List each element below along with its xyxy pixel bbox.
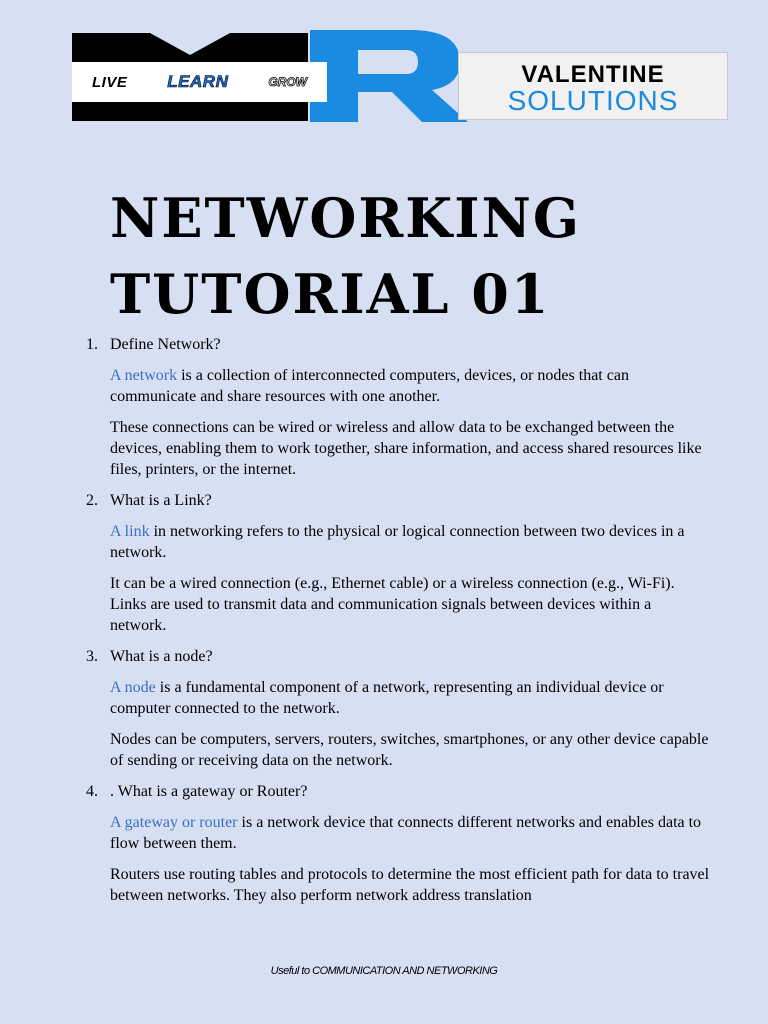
answer-text: is a network device that connects different networks and enables data to flow between them.	[110, 814, 702, 852]
company-name-line2: SOLUTIONS	[507, 85, 679, 116]
question-text: Define Network?	[110, 336, 221, 353]
answer-text: is a collection of interconnected computers, devices, or nodes that can communicate and share resources with one another.	[110, 367, 629, 405]
question	[86, 646, 768, 667]
term-highlight: A gateway or router	[110, 814, 238, 831]
tagline-grow: GROW	[268, 75, 307, 89]
term-highlight: A link	[110, 523, 150, 540]
answer-extra: Routers use routing tables and protocols to determine the most efficient path for data to travel between networks. They also perform network address translation	[110, 866, 710, 904]
question-text: What is a node?	[110, 648, 213, 665]
logo-r-letter	[310, 30, 468, 122]
section-3	[0, 646, 768, 771]
term-highlight: A node	[110, 679, 156, 696]
company-name-line1: VALENTINE	[521, 61, 665, 88]
question-number: 2.	[86, 492, 98, 509]
question-number: 3.	[86, 648, 98, 665]
term-highlight: A network	[110, 367, 178, 384]
question-text: What is a Link?	[110, 492, 212, 509]
question-number: 4.	[86, 783, 98, 800]
logo-tagline-band	[72, 62, 327, 102]
question-text: . What is a gateway or Router?	[110, 783, 308, 800]
answer-paragraph	[110, 365, 710, 407]
question	[86, 490, 768, 511]
tagline-learn: LEARN	[167, 72, 229, 91]
section-4	[0, 781, 768, 906]
logo-banner	[0, 0, 768, 130]
tagline-live: LIVE	[91, 73, 128, 91]
question-number: 1.	[86, 336, 98, 353]
answer-paragraph	[110, 812, 710, 854]
title-line1: NETWORKING	[110, 186, 581, 250]
answer-paragraph	[110, 677, 710, 719]
answer-text: in networking refers to the physical or logical connection between two devices in a network.	[110, 523, 685, 561]
page-title	[110, 180, 581, 332]
question	[86, 781, 768, 802]
tutorial-content	[0, 334, 768, 916]
section-2	[0, 490, 768, 636]
answer-extra: These connections can be wired or wireless and allow data to be exchanged between the devices, enabling them to work together, share information, and access shared resources like files, printers, or the internet.	[110, 419, 702, 478]
section-1	[0, 334, 768, 480]
title-line2: TUTORIAL 01	[110, 262, 551, 326]
answer-extra: It can be a wired connection (e.g., Ethernet cable) or a wireless connection (e.g., Wi-Fi). Links are used to transmit data and communication signals between devices within a network.	[110, 575, 675, 634]
answer-paragraph	[110, 521, 710, 563]
question	[86, 334, 768, 355]
answer-extra: Nodes can be computers, servers, routers, switches, smartphones, or any other device capable of sending or receiving data on the network.	[110, 731, 709, 769]
answer-text: is a fundamental component of a network, representing an individual device or computer connected to the network.	[110, 679, 664, 717]
company-name-box	[458, 52, 728, 120]
page-footer: Useful to COMMUNICATION AND NETWORKING	[270, 965, 498, 977]
